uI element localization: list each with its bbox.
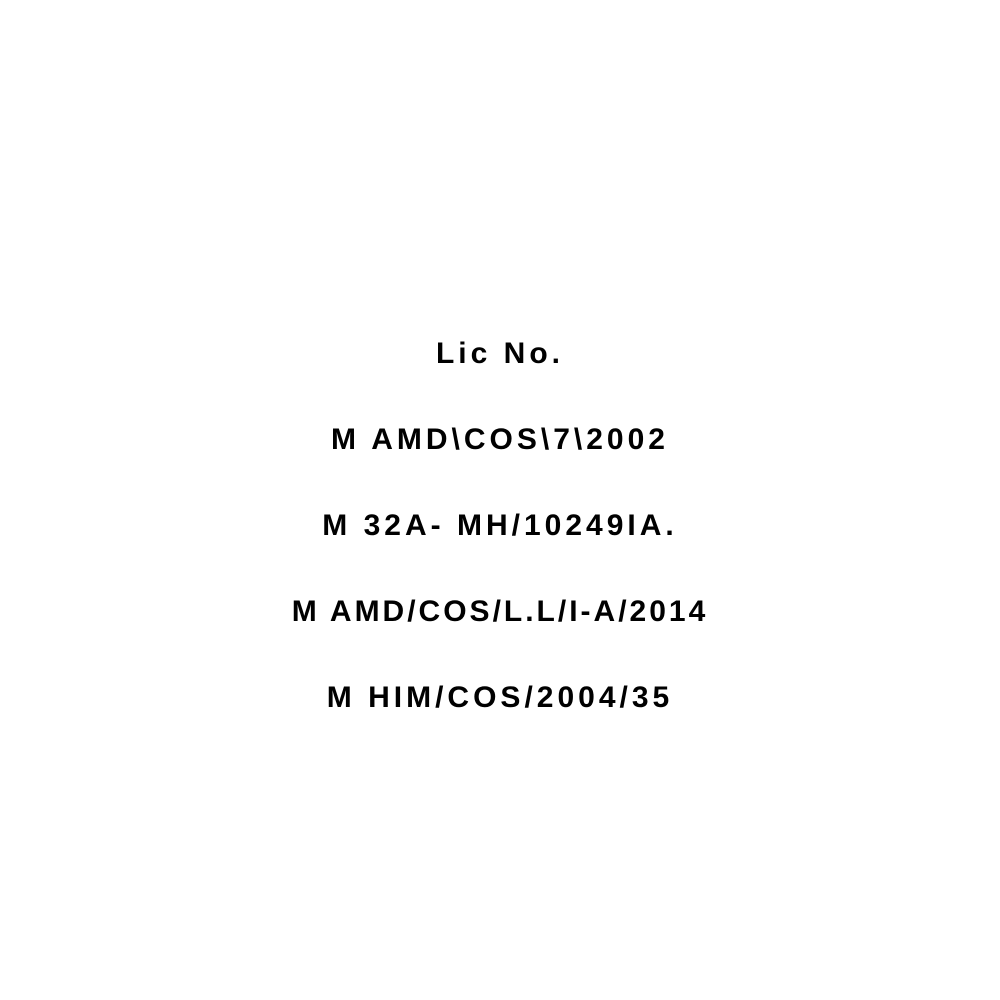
license-number-4: M HIM/COS/2004/35	[326, 681, 674, 714]
license-text-block	[0, 311, 1000, 741]
license-number-3: M AMD/COS/L.L/I-A/2014	[291, 595, 709, 628]
license-number-1: M AMD\COS\7\2002	[331, 423, 669, 456]
license-heading: Lic No.	[435, 337, 564, 370]
license-number-2: M 32A- MH/10249IA.	[322, 509, 678, 542]
